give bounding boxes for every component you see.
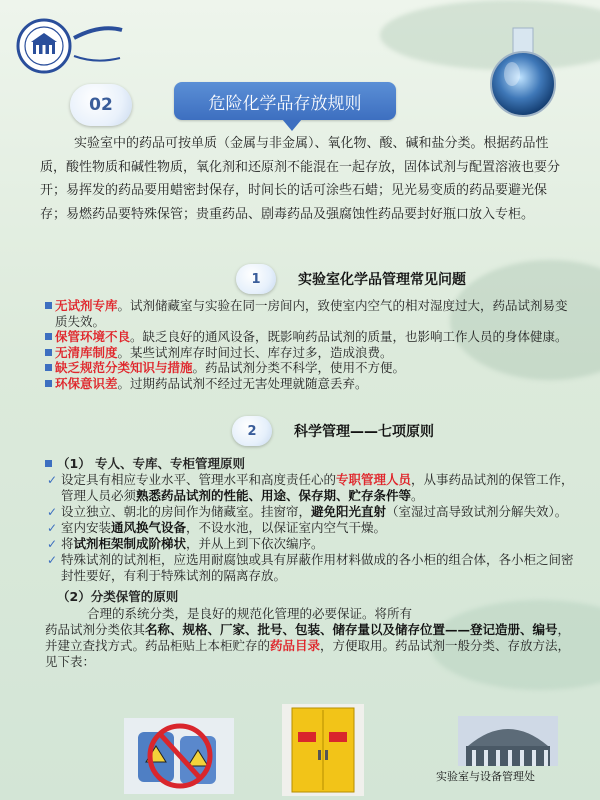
- list-item: ✓ 设立独立、朝北的房间作为储藏室。挂窗帘，避免阳光直射（室湿过高导致试剂分解失效）。: [47, 504, 568, 519]
- list-item: 无清库制度。某些试剂库存时间过长、库存过多，造成浪费。: [45, 345, 575, 361]
- section2-number: 2: [232, 416, 272, 446]
- rule2-heading: （2）分类保管的原则: [57, 589, 179, 604]
- list-item: 缺乏规范分类知识与措施。药品试剂分类不科学，使用不方便。: [45, 360, 575, 376]
- section1-heading: [236, 264, 466, 294]
- section1-number: 1: [236, 264, 276, 294]
- list-item: ✓ 室内安装通风换气设备，不设水池，以保证室内空气干燥。: [47, 520, 387, 535]
- round-flask-icon: [478, 26, 568, 118]
- section2-title: 科学管理——七项原则: [294, 424, 434, 440]
- list-item: 环保意识差。过期药品试剂不经过无害处理就随意丢弃。: [45, 376, 575, 392]
- list-item: ✓ 特殊试剂的试剂柜，应选用耐腐蚀或具有屏蔽作用材料做成的各小柜的组合体，各小柜之间密封性要好，有利于特殊试剂的隔离存放。: [47, 552, 574, 583]
- check-icon: ✓: [47, 521, 58, 535]
- campus-building-icon: [458, 716, 558, 766]
- title-pointer: [282, 119, 302, 131]
- section1-title: 实验室化学品管理常见问题: [298, 272, 466, 288]
- page-title: 危险化学品存放规则: [174, 82, 396, 120]
- university-seal-icon: [14, 8, 126, 82]
- office-name: 实验室与设备管理处: [436, 770, 535, 783]
- check-icon: ✓: [47, 553, 58, 567]
- intro-paragraph: 实验室中的药品可按单质（金属与非金属）、氧化物、酸、碱和盐分类。根据药品性质，酸性物质和碱性物质，氧化剂和还原剂不能混在一起存放，固体试剂与配置溶液也要分开；易挥发的药品要用蜡密封保存，时间长的话可涂些石蜡；见光易变质的药品要避光保存；易燃药品要特殊保管；贵重药品、剧毒药品及强腐蚀性药品要封好瓶口放入专柜。: [40, 136, 561, 223]
- yellow-safety-cabinet-icon: [282, 704, 364, 796]
- rule1-heading: （1） 专人、专库、专柜管理原则: [45, 456, 580, 472]
- issues-list: [45, 298, 575, 391]
- list-item: ✓ 设定具有相应专业水平、管理水平和高度责任心的专职管理人员，从事药品试剂的保管工作，管理人员必须熟悉药品试剂的性能、用途、保存期、贮存条件等。: [47, 472, 574, 503]
- hazard-drums-icon: [124, 718, 234, 794]
- section-number-badge: 02: [70, 84, 132, 126]
- check-icon: ✓: [47, 505, 58, 519]
- rule2-intro: 合理的系统分类，是良好的规范化管理的必要保证。将所有: [87, 606, 413, 621]
- list-item: 无试剂专库。试剂储藏室与实验在同一房间内，致使室内空气的相对湿度过大，药品试剂易变质失效。: [45, 298, 575, 329]
- rule2-body: 药品试剂分类依其名称、规格、厂家、批号、包装、储存量以及储存位置——登记造册、编号，并建立查找方式。药品柜贴上本柜贮存的药品目录，方便取用。药品试剂一般分类、存放方法，见下表：: [45, 622, 571, 669]
- list-item: 保管环境不良。缺乏良好的通风设备，既影响药品试剂的质量，也影响工作人员的身体健康。: [45, 329, 575, 345]
- check-icon: ✓: [47, 537, 58, 551]
- section2-heading: [232, 416, 434, 446]
- check-icon: ✓: [47, 473, 58, 487]
- principles-block: [45, 456, 580, 670]
- list-item: ✓ 将试剂柜架制成阶梯状，并从上到下依次编序。: [47, 536, 324, 551]
